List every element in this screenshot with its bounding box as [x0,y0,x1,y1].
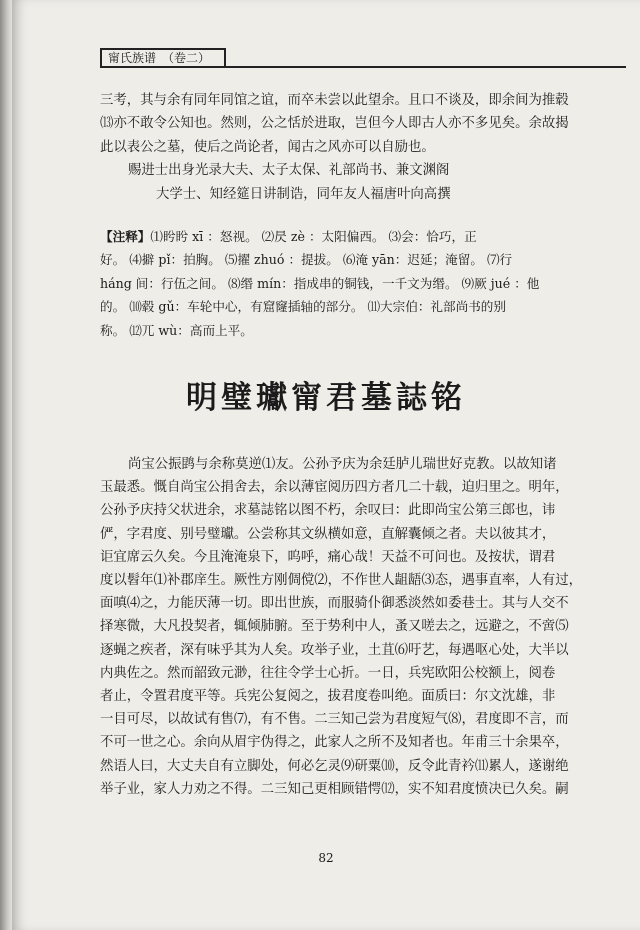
annotation-line [100,225,628,248]
text-line: ⒀亦不敢令公知也。然则，公之恬於进取，岂但今人即古人亦不多见矣。余故揭 [100,116,569,132]
text-line: 一目可尽，以故试有售⑺，有不售。二三知己尝为君度短气⑻，君度即不言，而 [100,712,569,728]
text-line: 内典佐之。然而韶致元渺，往往令学士心折。一日，兵宪欧阳公校额上，阅卷 [100,665,556,681]
text-line: 者止，令置君度平等。兵宪公复阅之，拔君度卷叫绝。面质曰：尔文沈雄，非 [100,689,556,705]
text-line: 逐蝇之疾者，深有味乎其为人矣。攻举子业，土苴⑹吁艺，每遇呕心处，大半以 [100,642,569,658]
author-credit-line: 赐进士出身光录大夫、太子太保、礼部尚书、兼文渊阁 [128,163,450,179]
text-line: 此以表公之墓，使后之尚论者，闻古之风亦可以自励也。 [100,139,435,155]
text-line: 尚宝公振鹍与余称莫逆⑴友。公孙予庆为余廷胪儿瑞世好克教。以故知诸 [128,457,557,472]
author-credit-line: 大学士、知经筵日讲制诰，同年友人福唐叶向高撰 [156,186,451,202]
text-line: 玉最悉。慨自尚宝公捐舍去，余以薄宦阅历四方者几二十载，迫归里之。明年， [100,480,569,496]
running-header-title: 甯氏族谱 （卷二） [108,51,211,65]
annotation-line: 的。 ⑽毂 gǔ：车轮中心，有窟窿插轴的部分。 ⑾大宗伯：礼部尚书的别 [100,299,506,315]
book-binding [0,0,12,930]
annotations-label: 【注释】 [100,229,151,244]
text-line: 俨，字君度、别号璧瓛。公尝称其文纵横如意，直解囊倾之者。夫以彼其才， [100,526,556,542]
text-line: 举子业，家人力劝之不得。二三知己更相顾错愕⑿，实不知君度愤决已久矣。嗣 [100,781,569,797]
text-line: 然语人曰，大丈夫自有立脚处，何必乞灵⑼研粟⑽，反令此青衿⑾累人，遂谢绝 [100,758,569,774]
page-number: 82 [318,851,334,865]
text-line: 讵宜席云久矣。今且淹淹泉下，呜呼，痛心哉！天益不可问也。及按状，谓君 [100,549,556,565]
text-line: 不可一世之心。余向从眉宇伪得之，此家人之所不及知者也。年甫三十余果卒， [100,735,569,751]
book-page [12,0,640,930]
annotation-text: ⑴盻盻 xī ：怒视。 ⑵昃 zè ：太阳偏西。 ⑶会：恰巧，正 [150,229,477,244]
annotation-line: háng 间：行伍之间。 ⑻缗 mín：指成串的铜钱，一千文为缗。 ⑼厥 jué ：他 [100,275,540,291]
text-line: 三考，其与余有同年同馆之谊，而卒未尝以此望余。且口不谈及，即余间为推毂 [100,93,569,108]
text-line: 公孙予庆持父状进余，求墓誌铭以图不朽，余叹曰：此即尚宝公第三郎也，讳 [100,503,556,519]
text-line: 择寒微，大凡投契者，辄倾肺腑。至于势利中人，蚤又嗟去之，远避之，不啻⑸ [100,619,569,635]
annotations [100,225,628,342]
text-line: 面嗔⑷之，力能厌薄一切。即出世族，而服骑仆御悉淡然如委巷士。其与人交不 [100,596,569,612]
section-title: 明璧瓛甯君墓誌铭 [186,380,466,416]
running-header [100,48,226,68]
annotation-line: 好。 ⑷擗 pǐ：拍胸。 ⑸擢 zhuó ：提拔。 ⑹淹 yān：迟延；淹留。 ⑺行 [100,252,513,268]
text-line: 度以髫年⑴补郡庠生。厥性方刚倜傥⑵，不作世人龃龉⑶态，遇事直率，人有过， [100,573,583,589]
epitaph-body [100,453,628,801]
continuation-paragraph [100,89,628,206]
annotation-line: 称。 ⑿兀 wù：高而上平。 [100,322,253,338]
header-rule [226,66,626,68]
